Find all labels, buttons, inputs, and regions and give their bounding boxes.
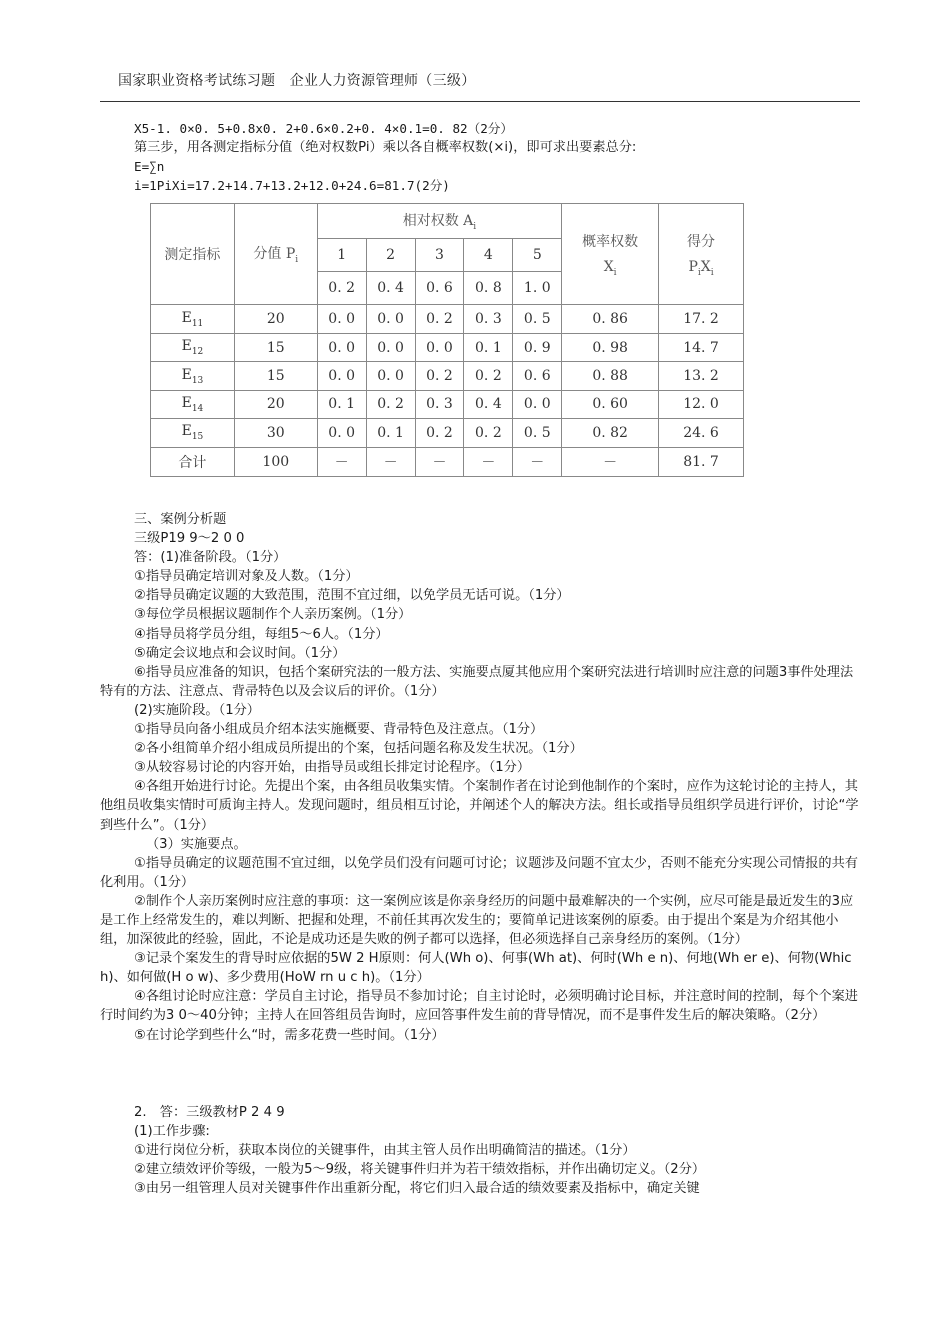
group-label: 4 — [464, 238, 513, 271]
row-probability: 0. 60 — [562, 390, 659, 418]
row-weight: 0. 3 — [464, 305, 513, 333]
answer-line: 答：(1)准备阶段。（1分） — [134, 550, 287, 566]
indicator-main: E — [181, 366, 192, 383]
row-weight: 0. 0 — [513, 390, 562, 418]
table-row — [151, 390, 744, 418]
header-probability-weight — [562, 204, 659, 305]
total-weight: － — [464, 447, 513, 477]
group-label: 2 — [366, 238, 415, 271]
indicator-sub: 14 — [191, 403, 204, 414]
row-weight: 0. 6 — [513, 362, 562, 390]
row-result: 14. 7 — [659, 333, 744, 361]
row-weight: 0. 0 — [317, 419, 366, 447]
table-row — [151, 419, 744, 447]
row-result: 12. 0 — [659, 390, 744, 418]
row-score: 15 — [234, 362, 317, 390]
table-total-row — [151, 447, 744, 477]
header-result-x-sub: i — [710, 267, 714, 278]
row-result: 24. 6 — [659, 419, 744, 447]
group-value: 1. 0 — [513, 271, 562, 304]
row-score: 20 — [234, 390, 317, 418]
prep-item: ②指导员确定议题的大致范围，范围不宜过细，以免学员无话可说。（1分） — [134, 588, 570, 604]
row-indicator — [151, 362, 235, 390]
total-label: 合计 — [151, 447, 235, 477]
score-table — [150, 203, 744, 477]
header-result-label: 得分 — [687, 233, 716, 250]
total-weight: － — [415, 447, 464, 477]
indicator-sub: 13 — [191, 375, 204, 386]
header-result-p-sub: i — [697, 267, 701, 278]
row-weight: 0. 0 — [317, 305, 366, 333]
key-title: （3）实施要点。 — [146, 836, 247, 852]
row-weight: 0. 2 — [415, 362, 464, 390]
row-indicator — [151, 333, 235, 361]
row-weight: 0. 1 — [317, 390, 366, 418]
formula-sum-line2: i=1PiXi=17.2+14.7+13.2+12.0+24.6=81.7(2分) — [134, 178, 450, 194]
key-item: ①指导员确定的议题范围不宜过细，以免学员们没有问题可讨论；议题涉及问题不宜太少，否则不能充分实现公司情报的共有化利用。（1分） — [100, 855, 858, 890]
impl-item: ②各小组简单介绍小组成员所提出的个案，包括问题名称及发生状况。（1分） — [134, 741, 583, 757]
prep-item: ①指导员确定培训对象及人数。（1分） — [134, 569, 359, 585]
step-three-text: 第三步，用各测定指标分值（绝对权数Pi）乘以各自概率权数(×i)，即可求出要素总分: — [134, 140, 637, 156]
key-item: ②制作个人亲历案例时应注意的事项：这一案例应该是你亲身经历的问题中最难解决的一个实例，应尽可能是最近发生的3应是工作上经常发生的，难以判断、把握和处理，不前任其再次发生的；要简单记进该案例的原委。由于提出个案是为介绍其他小组，加深彼此的经验，固此，不论是成功还是失败的例子都可以选择，但必须选择自己亲身经历的案例。（1分） — [100, 893, 854, 948]
impl-item: ③从较容易讨论的内容开始，由指导员或组长排定讨论程序。（1分） — [134, 760, 531, 776]
group-value: 0. 4 — [366, 271, 415, 304]
row-weight: 0. 0 — [317, 362, 366, 390]
row-weight: 0. 0 — [366, 362, 415, 390]
table-row — [151, 362, 744, 390]
impl-item: ①指导员向备小组成员介绍本法实施概要、背帚特色及注意点。（1分） — [134, 722, 544, 738]
section-title: 三、案例分析题 — [134, 512, 227, 527]
group-label: 1 — [317, 238, 366, 271]
row-weight: 0. 1 — [366, 419, 415, 447]
row-weight: 0. 0 — [366, 305, 415, 333]
total-weight: － — [366, 447, 415, 477]
total-score: 100 — [234, 447, 317, 477]
impl-title: (2)实施阶段。（1分） — [134, 702, 260, 718]
indicator-main: E — [181, 423, 192, 440]
row-weight: 0. 0 — [317, 333, 366, 361]
row-score: 20 — [234, 305, 317, 333]
group-label: 3 — [415, 238, 464, 271]
row-indicator — [151, 305, 235, 333]
intro-block — [100, 119, 860, 195]
q2-step: ①进行岗位分析，获取本岗位的关键事件，由其主管人员作出明确简洁的描述。（1分） — [134, 1143, 636, 1159]
group-label: 5 — [513, 238, 562, 271]
group-value: 0. 8 — [464, 271, 513, 304]
group-value: 0. 6 — [415, 271, 464, 304]
header-prob-main: X — [603, 258, 614, 275]
score-table-container — [150, 203, 744, 477]
row-weight: 0. 5 — [513, 419, 562, 447]
row-weight: 0. 9 — [513, 333, 562, 361]
row-probability: 0. 86 — [562, 305, 659, 333]
header-score — [234, 204, 317, 305]
total-weight: － — [317, 447, 366, 477]
table-row — [151, 333, 744, 361]
indicator-main: E — [181, 309, 192, 326]
row-result: 13. 2 — [659, 362, 744, 390]
header-divider — [100, 101, 860, 102]
row-weight: 0. 2 — [464, 362, 513, 390]
row-weight: 0. 2 — [464, 419, 513, 447]
formula-sum-line1: E=∑n — [134, 159, 165, 175]
total-probability: － — [562, 447, 659, 477]
row-score: 30 — [234, 419, 317, 447]
row-weight: 0. 0 — [366, 333, 415, 361]
total-weight: － — [513, 447, 562, 477]
prep-item: ⑥指导员应准备的知识，包括个案研究法的一般方法、实施要点厦其他应用个案研究法进行培训时应注意的问题3事件处理法特有的方法、注意点、背帚特色以及会议后的评价。（1分） — [100, 664, 854, 699]
q2-title: 2. 答：三级教材P 2 4 9 — [134, 1105, 285, 1120]
header-indicator: 测定指标 — [151, 204, 235, 305]
prep-item: ③每位学员根据议题制作个人亲历案例。（1分） — [134, 607, 412, 623]
row-probability: 0. 88 — [562, 362, 659, 390]
table-row — [151, 305, 744, 333]
question-two-section — [100, 1103, 860, 1198]
page-header: 国家职业资格考试练习题 企业人力资源管理师（三级） — [118, 73, 476, 89]
row-score: 15 — [234, 333, 317, 361]
row-weight: 0. 5 — [513, 305, 562, 333]
header-relative-main: 相对权数 A — [402, 212, 474, 229]
header-result — [659, 204, 744, 305]
header-relative-weight — [317, 204, 562, 239]
key-item: ⑤在讨论学到些什么“时，需多花费一些时间。（1分） — [134, 1027, 445, 1043]
row-weight: 0. 2 — [415, 419, 464, 447]
row-probability: 0. 82 — [562, 419, 659, 447]
header-score-sub: i — [295, 255, 299, 266]
formula-x5: X5-1. 0×0. 5+0.8x0. 2+0.6×0.2+0. 4×0.1=0. 82（2分） — [134, 121, 513, 136]
section-reference: 三级P19 9～2 0 0 — [134, 531, 245, 547]
header-score-main: 分值 P — [253, 246, 296, 263]
total-result: 81. 7 — [659, 447, 744, 477]
indicator-sub: 11 — [191, 318, 204, 329]
key-item: ④各组讨论时应注意：学员自主讨论，指导员不参加讨论；自主讨论时，必须明确讨论目标，并注意时间的控制，每个个案进行时间约为3 0～40分钟；主持人在回答组员告询时，应回答事件发生前的背导情况，而不是事件发生后的解决策略。（2分） — [100, 989, 858, 1024]
impl-item: ④各组开始进行讨论。先提出个案，由各组员收集实情。个案制作者在讨论到他制作的个案时，应作为这轮讨论的主持人，其他组员收集实情时可质询主持人。发现问题时，组员相互讨论，并阐述个人的解决方法。组长或指导员组织学员进行评价，讨论“学到些什么”。（1分） — [100, 779, 859, 833]
indicator-sub: 15 — [191, 432, 204, 443]
q2-steps-title: (1)工作步骤: — [134, 1124, 210, 1140]
row-probability: 0. 98 — [562, 333, 659, 361]
key-item: ③记录个案发生的背导时应依据的5W 2 H原则：何人(Wh o)、何事(Wh at)、何时(Wh e n)、何地(Wh er e)、何物(Whic h)、如何做(H o w)、多少费用(HoW rn u c h)。（1分） — [100, 951, 852, 986]
row-weight: 0. 1 — [464, 333, 513, 361]
row-weight: 0. 4 — [464, 390, 513, 418]
header-result-x: X — [700, 258, 711, 275]
row-indicator — [151, 390, 235, 418]
row-result: 17. 2 — [659, 305, 744, 333]
row-weight: 0. 2 — [366, 390, 415, 418]
prep-item: ④指导员将学员分组，每组5～6人。（1分） — [134, 626, 389, 642]
q2-step: ③由另一组管理人员对关键事件作出重新分配，将它们归入最合适的绩效要素及指标中，确定关键 — [134, 1181, 700, 1197]
row-weight: 0. 0 — [415, 333, 464, 361]
group-value: 0. 2 — [317, 271, 366, 304]
q2-step: ②建立绩效评价等级，一般为5～9级，将关键事件归并为若干绩效指标，并作出确切定义。（2分） — [134, 1162, 706, 1178]
row-weight: 0. 2 — [415, 305, 464, 333]
indicator-main: E — [181, 338, 192, 355]
case-analysis-section — [100, 510, 860, 1045]
indicator-main: E — [181, 394, 192, 411]
header-relative-sub: i — [473, 221, 477, 232]
row-weight: 0. 3 — [415, 390, 464, 418]
header-prob-label: 概率权数 — [582, 233, 639, 250]
row-indicator — [151, 419, 235, 447]
prep-item: ⑤确定会议地点和会议时间。（1分） — [134, 645, 346, 661]
header-prob-sub: i — [613, 267, 617, 278]
indicator-sub: 12 — [191, 346, 204, 357]
header-result-p: P — [688, 258, 698, 275]
